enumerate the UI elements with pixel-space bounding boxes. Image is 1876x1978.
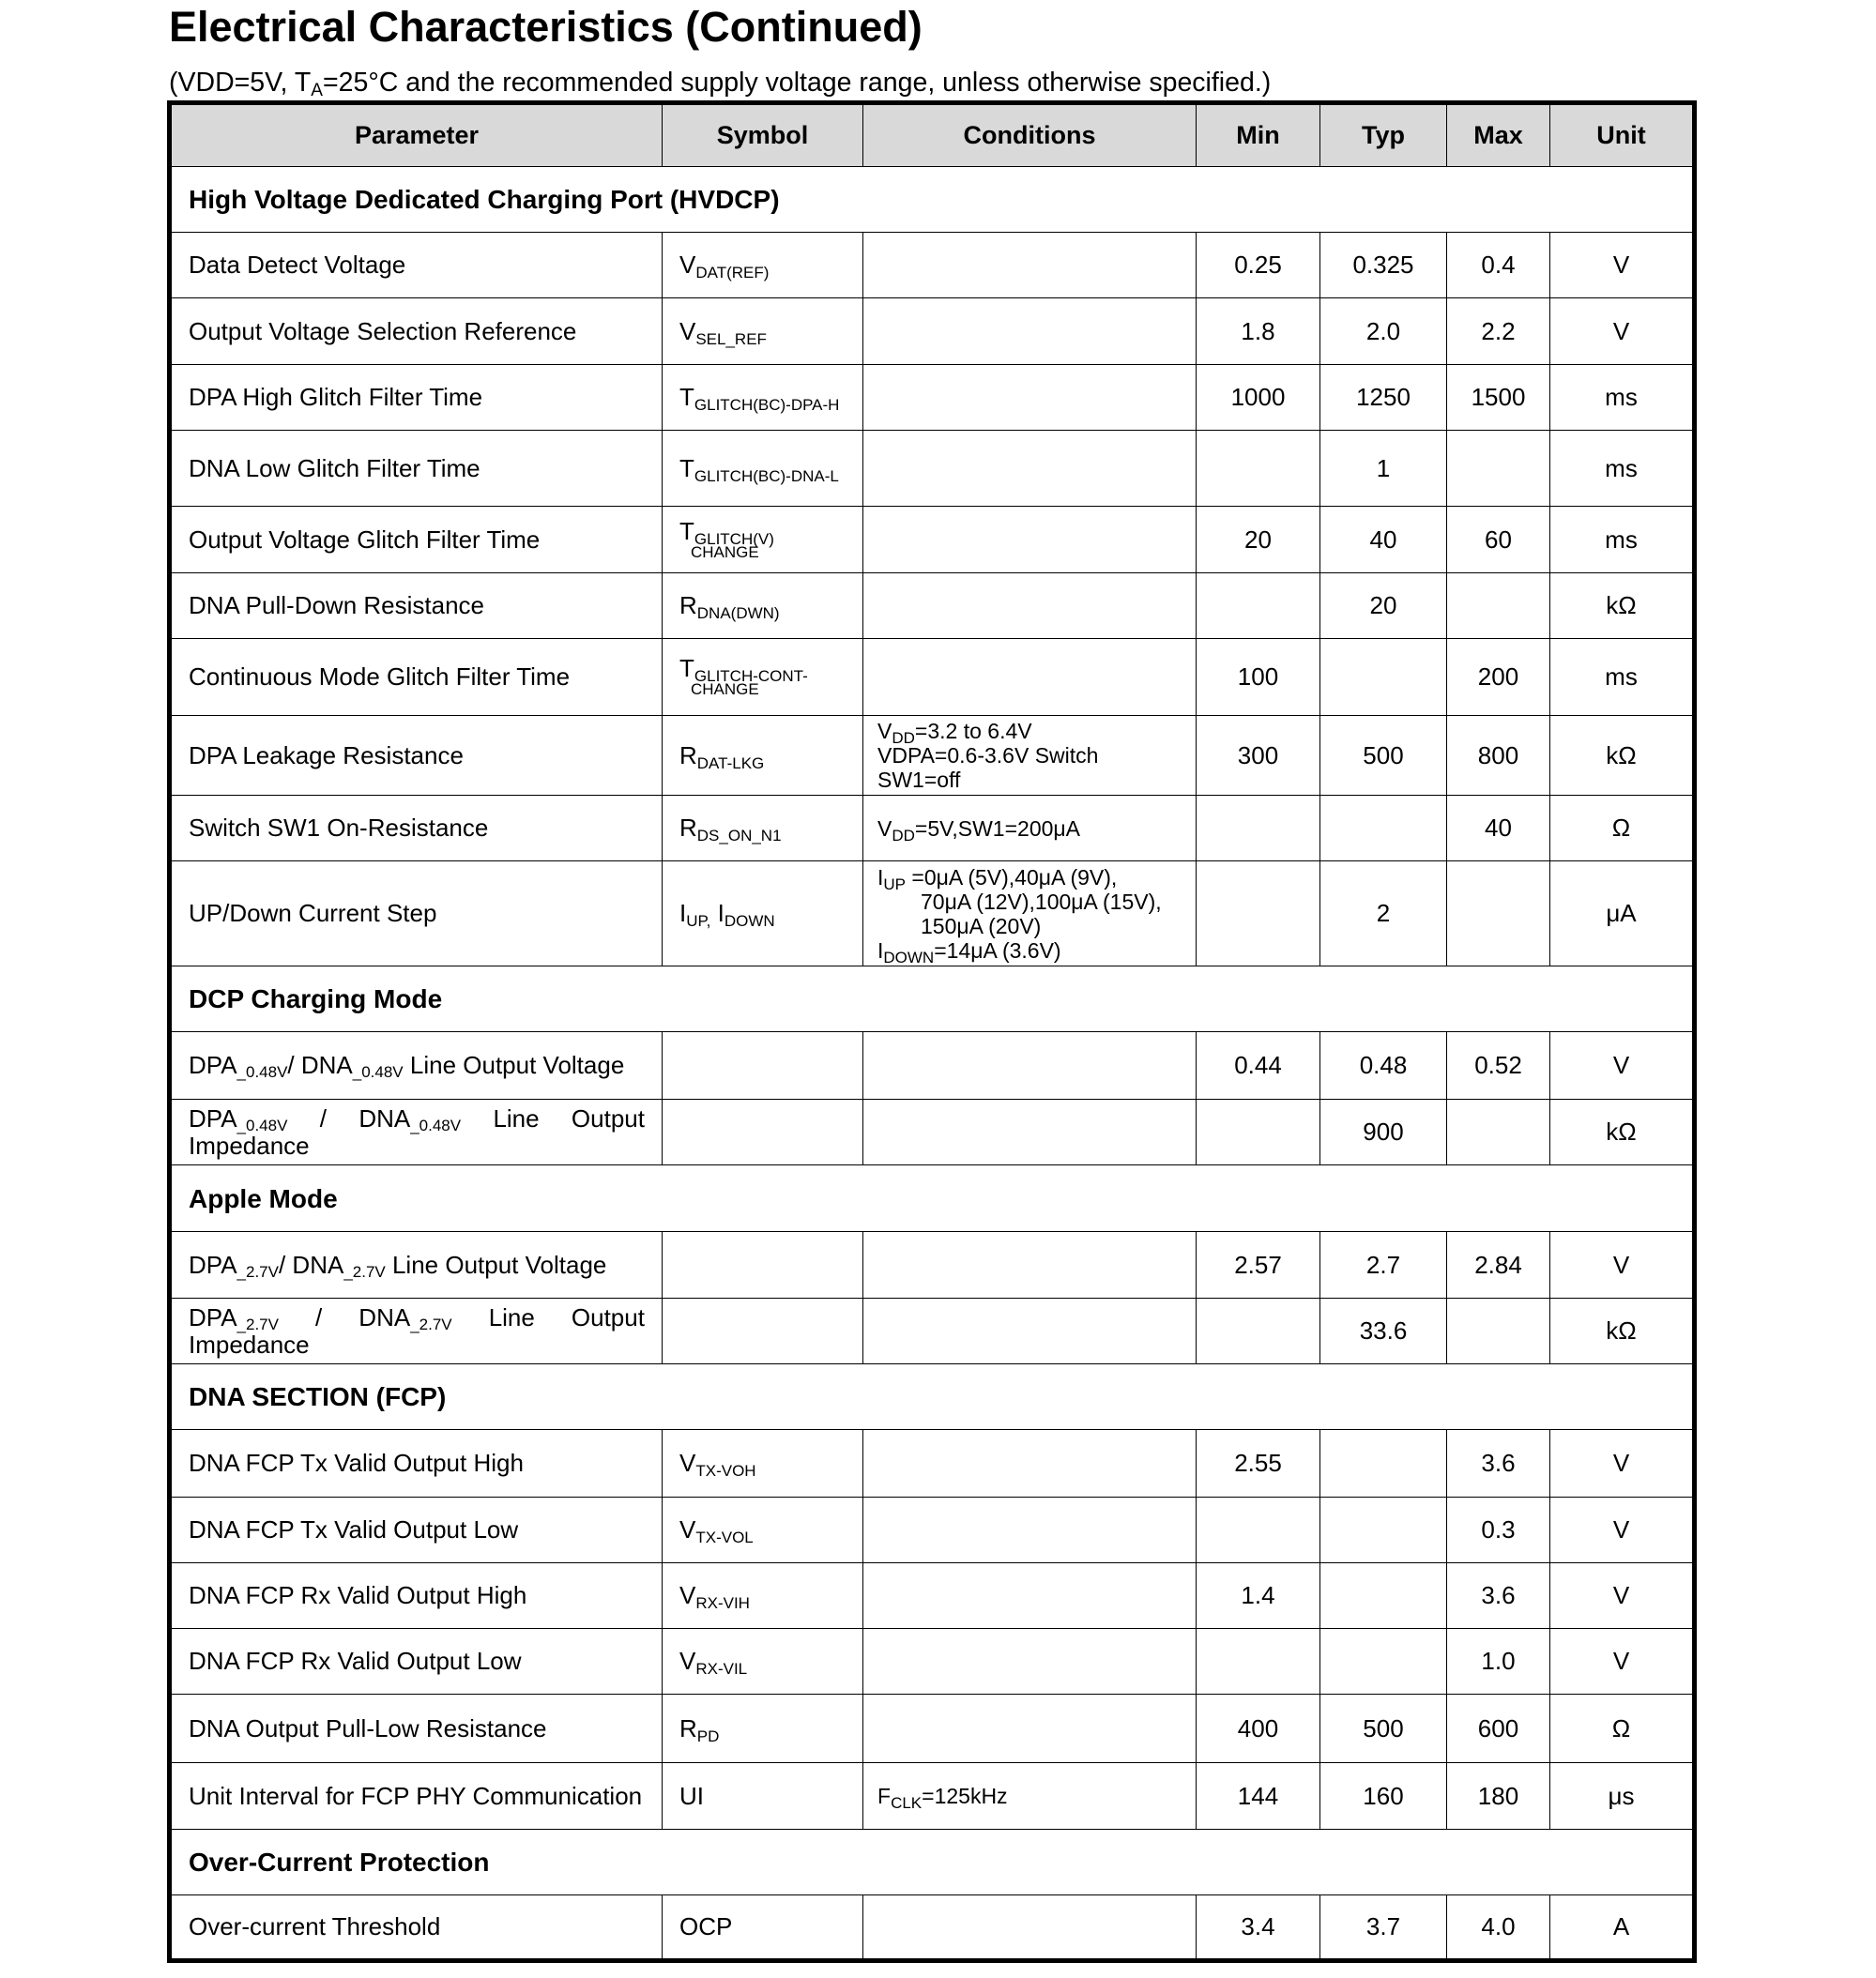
cell-conditions [863, 573, 1197, 639]
cell-typ: 1250 [1320, 365, 1447, 431]
cell-conditions [863, 507, 1197, 573]
symbol-subscript-continued: CHANGE [691, 542, 759, 561]
cell-conditions [863, 639, 1197, 716]
condition-line [877, 890, 1196, 914]
cell-parameter: Output Voltage Selection Reference [170, 298, 663, 365]
cell-conditions [863, 1100, 1197, 1165]
cell-min: 2.57 [1197, 1232, 1320, 1299]
cell-unit: ms [1550, 639, 1695, 716]
cell-typ: 3.7 [1320, 1895, 1447, 1961]
condition-line [877, 815, 1196, 844]
cell-unit: Ω [1550, 796, 1695, 861]
parameter-word [358, 1105, 461, 1133]
cell-parameter [170, 1100, 663, 1165]
symbol-text: V [679, 1449, 696, 1477]
cell-max: 3.6 [1447, 1430, 1550, 1498]
parameter-text: Line Output Voltage [403, 1051, 625, 1079]
cell-typ: 33.6 [1320, 1299, 1447, 1364]
parameter-text: Line [488, 1302, 535, 1331]
cell-min: 0.44 [1197, 1032, 1320, 1100]
cell-symbol [663, 1695, 863, 1763]
condition-text: =125kHz [922, 1784, 1008, 1808]
table-row [170, 431, 1695, 507]
cell-symbol [663, 233, 863, 298]
cell-max: 2.84 [1447, 1232, 1550, 1299]
cell-max [1447, 1299, 1550, 1364]
cell-min: 20 [1197, 507, 1320, 573]
symbol-text: T [679, 453, 694, 482]
parameter-word [189, 1105, 287, 1133]
parameter-text: Output [571, 1103, 645, 1133]
cell-typ: 0.48 [1320, 1032, 1447, 1100]
cell-typ [1320, 1430, 1447, 1498]
cell-unit: μA [1550, 861, 1695, 966]
symbol-text: I [679, 899, 687, 927]
cell-symbol [663, 796, 863, 861]
table-row [170, 1629, 1695, 1695]
cell-max: 1500 [1447, 365, 1550, 431]
parameter-text: / DNA [278, 1250, 344, 1279]
table-row [170, 1763, 1695, 1830]
symbol-subscript: TX-VOH [695, 1462, 756, 1480]
cell-conditions [863, 1695, 1197, 1763]
cell-conditions [863, 298, 1197, 365]
cell-parameter: Switch SW1 On-Resistance [170, 796, 663, 861]
symbol-subscript: GLITCH(BC)-DPA-H [694, 396, 840, 414]
cell-symbol [663, 1232, 863, 1299]
condition-text: =3.2 to 6.4V [914, 719, 1032, 743]
symbol-subscript: GLITCH(V) [694, 529, 774, 548]
cell-conditions [863, 716, 1197, 796]
cell-parameter: UP/Down Current Step [170, 861, 663, 966]
table-row [170, 861, 1695, 966]
table-row [170, 1100, 1695, 1165]
symbol-subscript: GLITCH(BC)-DNA-L [694, 466, 839, 485]
cell-parameter: DPA High Glitch Filter Time [170, 365, 663, 431]
table-row [170, 573, 1695, 639]
cell-max [1447, 1100, 1550, 1165]
table-body [170, 167, 1695, 1961]
cell-max [1447, 861, 1550, 966]
conditions-note-subscript: A [311, 81, 323, 100]
condition-subscript: DD [892, 729, 915, 747]
symbol-subscript: DS_ON_N1 [696, 827, 782, 844]
condition-text: =14μA (3.6V) [934, 937, 1061, 963]
symbol-subscript: UP, [686, 912, 711, 930]
cell-conditions [863, 1629, 1197, 1695]
page-title: Electrical Characteristics (Continued) [169, 3, 923, 51]
section-header-row [170, 1364, 1695, 1430]
cell-symbol [663, 431, 863, 507]
parameter-subscript: _0.48V [410, 1116, 462, 1134]
condition-text: 150μA (20V) [921, 913, 1042, 938]
condition-text: VDPA=0.6-3.6V Switch [877, 743, 1099, 768]
column-header-symbol: Symbol [663, 103, 863, 167]
section-title: Apple Mode [170, 1165, 1695, 1232]
column-header-max: Max [1447, 103, 1550, 167]
section-title: Over-Current Protection [170, 1830, 1695, 1895]
section-header-row [170, 1830, 1695, 1895]
section-header-row [170, 1165, 1695, 1232]
table-row [170, 1430, 1695, 1498]
cell-parameter: DNA Pull-Down Resistance [170, 573, 663, 639]
cell-max: 3.6 [1447, 1563, 1550, 1629]
column-header-unit: Unit [1550, 103, 1695, 167]
cell-min [1197, 1299, 1320, 1364]
parameter-subscript: _0.48V [236, 1116, 288, 1134]
parameter-text: / DNA [287, 1051, 353, 1079]
cell-max: 0.4 [1447, 233, 1550, 298]
cell-unit: A [1550, 1895, 1695, 1961]
parameter-subscript: _0.48V [236, 1063, 288, 1081]
cell-min: 100 [1197, 639, 1320, 716]
electrical-characteristics-table [167, 100, 1697, 1963]
parameter-text: DPA [189, 1250, 237, 1279]
table-header-row [170, 103, 1695, 167]
cell-unit: kΩ [1550, 716, 1695, 796]
condition-text: =0μA (5V),40μA (9V), [906, 864, 1118, 890]
cell-min [1197, 573, 1320, 639]
parameter-line [189, 1304, 645, 1331]
cell-min: 3.4 [1197, 1895, 1320, 1961]
cell-max: 200 [1447, 639, 1550, 716]
condition-subscript: DOWN [883, 948, 935, 966]
cell-typ: 1 [1320, 431, 1447, 507]
cell-conditions [863, 1032, 1197, 1100]
cell-min: 1000 [1197, 365, 1320, 431]
cell-max: 0.3 [1447, 1498, 1550, 1563]
symbol-subscript: DOWN [724, 912, 775, 930]
cell-typ: 500 [1320, 1695, 1447, 1763]
cell-unit: kΩ [1550, 1299, 1695, 1364]
column-header-conditions: Conditions [863, 103, 1197, 167]
conditions-note-part1: (VDD=5V, T [169, 68, 312, 98]
cell-symbol [663, 298, 863, 365]
cell-max: 180 [1447, 1763, 1550, 1830]
condition-text: I [877, 864, 884, 890]
cell-typ: 2.0 [1320, 298, 1447, 365]
symbol-subscript-continued: CHANGE [691, 680, 759, 698]
cell-conditions [863, 1430, 1197, 1498]
symbol-text: T [679, 516, 694, 545]
cell-conditions [863, 1895, 1197, 1961]
cell-symbol [663, 1629, 863, 1695]
cell-min [1197, 796, 1320, 861]
cell-conditions [863, 1232, 1197, 1299]
cell-parameter: Unit Interval for FCP PHY Communication [170, 1763, 663, 1830]
condition-text: 70μA (12V),100μA (15V), [921, 889, 1162, 914]
symbol-text: OCP [679, 1912, 733, 1940]
cell-min [1197, 1498, 1320, 1563]
cell-conditions [863, 1763, 1197, 1830]
cell-typ: 2 [1320, 861, 1447, 966]
cell-min [1197, 861, 1320, 966]
condition-line [877, 743, 1196, 768]
cell-parameter: DNA FCP Tx Valid Output High [170, 1430, 663, 1498]
condition-line [877, 768, 1196, 792]
symbol-text: R [679, 1713, 697, 1742]
cell-typ: 40 [1320, 507, 1447, 573]
cell-conditions [863, 861, 1197, 966]
cell-unit: ms [1550, 431, 1695, 507]
cell-unit: kΩ [1550, 573, 1695, 639]
cell-typ: 160 [1320, 1763, 1447, 1830]
parameter-text: DNA [358, 1103, 411, 1133]
symbol-subscript: DAT-LKG [696, 753, 765, 772]
section-title: DNA SECTION (FCP) [170, 1364, 1695, 1430]
symbol-text: V [679, 1581, 696, 1609]
cell-unit: kΩ [1550, 1100, 1695, 1165]
condition-line [877, 1784, 1196, 1812]
table-row [170, 1032, 1695, 1100]
parameter-text: Output [571, 1302, 645, 1331]
cell-symbol [663, 1100, 863, 1165]
cell-unit: V [1550, 1430, 1695, 1498]
table-row [170, 1299, 1695, 1364]
cell-max [1447, 431, 1550, 507]
cell-parameter: Continuous Mode Glitch Filter Time [170, 639, 663, 716]
cell-min [1197, 431, 1320, 507]
cell-symbol [663, 1032, 863, 1100]
condition-subscript: UP [883, 875, 907, 893]
cell-unit: V [1550, 1232, 1695, 1299]
cell-symbol [663, 1299, 863, 1364]
cell-typ [1320, 796, 1447, 861]
cell-unit: μs [1550, 1763, 1695, 1830]
cell-parameter: Over-current Threshold [170, 1895, 663, 1961]
cell-symbol [663, 639, 863, 716]
symbol-text: V [679, 316, 696, 345]
cell-typ: 20 [1320, 573, 1447, 639]
cell-max: 4.0 [1447, 1895, 1550, 1961]
cell-typ: 2.7 [1320, 1232, 1447, 1299]
cell-min [1197, 1100, 1320, 1165]
cell-min: 144 [1197, 1763, 1320, 1830]
symbol-text: T [679, 654, 694, 682]
table-row [170, 507, 1695, 573]
parameter-subscript: _0.48V [352, 1063, 404, 1081]
column-header-min: Min [1197, 103, 1320, 167]
symbol-subscript: PD [696, 1727, 720, 1745]
symbol-text: V [679, 1647, 696, 1675]
cell-parameter: DNA FCP Tx Valid Output Low [170, 1498, 663, 1563]
section-title: High Voltage Dedicated Charging Port (HVDCP) [170, 167, 1695, 233]
cell-min: 1.8 [1197, 298, 1320, 365]
parameter-line [189, 1105, 645, 1133]
condition-subscript: CLK [891, 1794, 923, 1812]
cell-parameter: DNA Output Pull-Low Resistance [170, 1695, 663, 1763]
cell-symbol [663, 1763, 863, 1830]
cell-min: 1.4 [1197, 1563, 1320, 1629]
cell-unit: V [1550, 1629, 1695, 1695]
symbol-text: V [679, 1515, 696, 1544]
parameter-text: / [319, 1103, 327, 1133]
cell-parameter: DNA FCP Rx Valid Output High [170, 1563, 663, 1629]
cell-typ [1320, 1498, 1447, 1563]
cell-conditions [863, 431, 1197, 507]
cell-conditions [863, 1563, 1197, 1629]
condition-text: I [877, 937, 884, 963]
symbol-text: T [679, 383, 694, 411]
condition-line [877, 719, 1196, 747]
condition-line [877, 864, 1196, 893]
table-row [170, 1695, 1695, 1763]
condition-text: V [877, 815, 892, 841]
cell-typ [1320, 639, 1447, 716]
parameter-text: Line Output Voltage [385, 1250, 607, 1279]
symbol-subscript: DAT(REF) [695, 264, 770, 281]
condition-line [877, 914, 1196, 938]
cell-parameter: Data Detect Voltage [170, 233, 663, 298]
condition-text: =5V,SW1=200μA [914, 815, 1080, 841]
cell-unit: ms [1550, 365, 1695, 431]
cell-symbol [663, 716, 863, 796]
table-row [170, 233, 1695, 298]
symbol-subscript: TX-VOL [695, 1529, 754, 1546]
cell-unit: Ω [1550, 1695, 1695, 1763]
cell-unit: V [1550, 298, 1695, 365]
table-row [170, 1895, 1695, 1961]
symbol-subscript: RX-VIL [695, 1660, 748, 1678]
table-row [170, 298, 1695, 365]
cell-typ [1320, 1629, 1447, 1695]
symbol-subscript: DNA(DWN) [696, 604, 780, 622]
cell-unit: ms [1550, 507, 1695, 573]
parameter-text: DPA [189, 1302, 237, 1331]
symbol-text: R [679, 814, 697, 842]
conditions-note-part2: =25°C and the recommended supply voltage range, unless otherwise specified.) [322, 68, 1272, 98]
cell-max: 1.0 [1447, 1629, 1550, 1695]
cell-typ: 500 [1320, 716, 1447, 796]
table-row [170, 365, 1695, 431]
cell-conditions [863, 233, 1197, 298]
cell-symbol [663, 861, 863, 966]
condition-subscript: DD [892, 826, 915, 844]
cell-conditions [863, 1498, 1197, 1563]
symbol-subscript: RX-VIH [695, 1594, 750, 1612]
symbol-text: R [679, 740, 697, 769]
cell-conditions [863, 796, 1197, 861]
parameter-subscript: _2.7V [410, 1315, 452, 1333]
symbol-text: I [710, 899, 724, 927]
symbol-subscript: GLITCH-CONT- [694, 667, 808, 685]
column-header-parameter: Parameter [170, 103, 663, 167]
conditions-note [169, 66, 1271, 99]
cell-typ: 0.325 [1320, 233, 1447, 298]
parameter-text: Line [493, 1103, 540, 1133]
condition-line [877, 937, 1196, 966]
cell-max: 800 [1447, 716, 1550, 796]
parameter-subscript: _2.7V [236, 1315, 279, 1333]
table-row [170, 1232, 1695, 1299]
condition-text: F [877, 1784, 892, 1808]
cell-conditions [863, 365, 1197, 431]
parameter-subscript: _2.7V [236, 1262, 279, 1281]
table-row [170, 716, 1695, 796]
symbol-text: UI [679, 1781, 704, 1810]
cell-symbol [663, 365, 863, 431]
cell-conditions [863, 1299, 1197, 1364]
cell-unit: V [1550, 1563, 1695, 1629]
cell-parameter: DNA FCP Rx Valid Output Low [170, 1629, 663, 1695]
symbol-text: V [679, 251, 696, 279]
parameter-text: DPA [189, 1051, 237, 1079]
cell-parameter: DNA Low Glitch Filter Time [170, 431, 663, 507]
cell-symbol [663, 573, 863, 639]
cell-symbol [663, 1563, 863, 1629]
cell-min [1197, 1629, 1320, 1695]
cell-parameter: DPA Leakage Resistance [170, 716, 663, 796]
cell-max: 2.2 [1447, 298, 1550, 365]
cell-max: 60 [1447, 507, 1550, 573]
cell-parameter [170, 1299, 663, 1364]
cell-min: 0.25 [1197, 233, 1320, 298]
cell-max: 40 [1447, 796, 1550, 861]
condition-text: V [877, 719, 892, 743]
parameter-text: Impedance [189, 1330, 310, 1359]
cell-min: 400 [1197, 1695, 1320, 1763]
parameter-text: Impedance [189, 1131, 310, 1160]
column-header-typ: Typ [1320, 103, 1447, 167]
symbol-text: R [679, 591, 697, 619]
table-row [170, 1563, 1695, 1629]
cell-symbol [663, 507, 863, 573]
section-header-row [170, 167, 1695, 233]
symbol-subscript: SEL_REF [695, 329, 767, 348]
cell-typ: 900 [1320, 1100, 1447, 1165]
cell-unit: V [1550, 1498, 1695, 1563]
cell-symbol [663, 1498, 863, 1563]
cell-typ [1320, 1563, 1447, 1629]
table-row [170, 796, 1695, 861]
cell-min: 2.55 [1197, 1430, 1320, 1498]
parameter-text: DNA [358, 1302, 411, 1331]
cell-min: 300 [1197, 716, 1320, 796]
cell-max: 600 [1447, 1695, 1550, 1763]
parameter-text: / [315, 1302, 323, 1331]
cell-parameter: Output Voltage Glitch Filter Time [170, 507, 663, 573]
section-title: DCP Charging Mode [170, 966, 1695, 1032]
cell-unit: V [1550, 233, 1695, 298]
cell-unit: V [1550, 1032, 1695, 1100]
parameter-word [189, 1304, 279, 1331]
table-row [170, 1498, 1695, 1563]
condition-text: SW1=off [877, 768, 961, 792]
cell-symbol [663, 1895, 863, 1961]
section-header-row [170, 966, 1695, 1032]
parameter-subscript: _2.7V [343, 1262, 386, 1281]
cell-parameter [170, 1032, 663, 1100]
cell-max: 0.52 [1447, 1032, 1550, 1100]
cell-parameter [170, 1232, 663, 1299]
table-row [170, 639, 1695, 716]
cell-max [1447, 573, 1550, 639]
parameter-word [358, 1304, 451, 1331]
cell-symbol [663, 1430, 863, 1498]
parameter-text: DPA [189, 1103, 237, 1133]
